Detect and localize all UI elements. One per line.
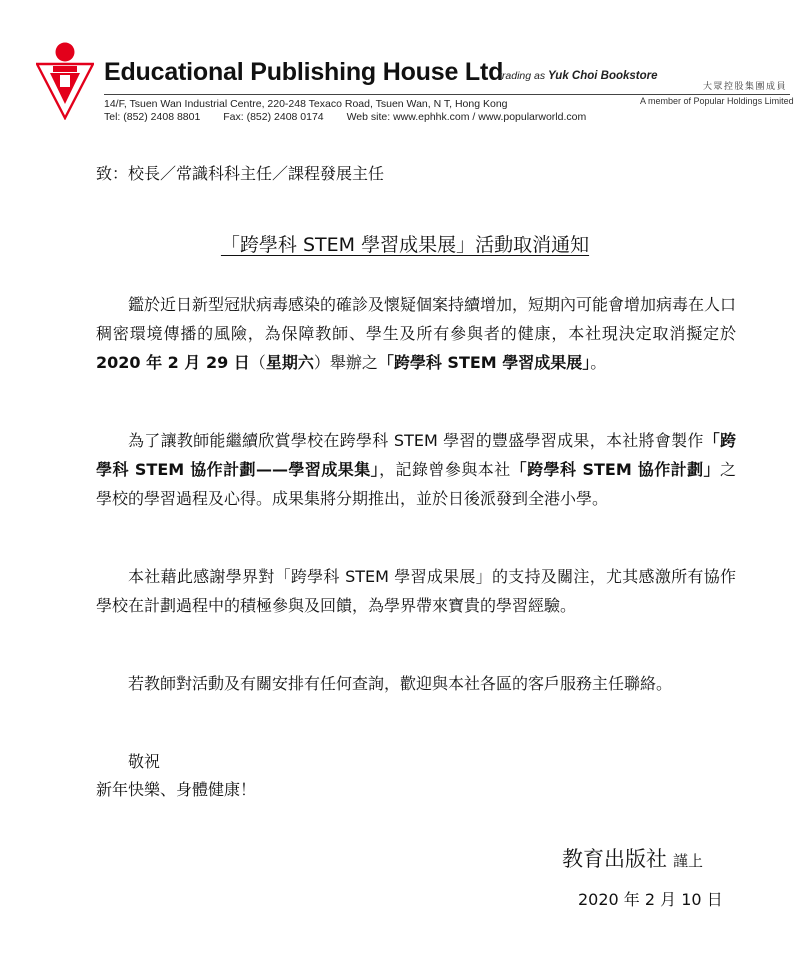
p1-text-c: ）舉辦之 [313, 353, 378, 372]
p1-cancelled-date: 2020 年 2 月 29 日 [96, 353, 250, 372]
paragraph-3 [96, 562, 736, 620]
paragraph-1 [96, 290, 736, 377]
trading-prefix: trading as [499, 70, 546, 82]
contact-line [104, 111, 606, 123]
p3-text: 本社藉此感謝學界對「跨學科 STEM 學習成果展」的支持及關注，尤其感激所有協作學校在計劃過程中的積極參與及回饋，為學界帶來寶貴的學習經驗。 [96, 567, 736, 615]
group-name: 大眾控股集團成員 [703, 82, 788, 92]
closing-salutation: 敬祝 [128, 752, 161, 771]
company-logo-icon [36, 42, 94, 120]
p2-collection-name: 「跨學科 STEM 協作計劃——學習成果集」 [96, 431, 736, 479]
fax-number: Fax: (852) 2408 0174 [223, 111, 324, 123]
notice-title-text: 「跨學科 STEM 學習成果展」活動取消通知 [220, 234, 590, 256]
signature [562, 843, 703, 873]
company-name: Educational Publishing House Ltd [104, 58, 504, 86]
p1-text-b: （ [249, 353, 266, 372]
tel-number: Tel: (852) 2408 8801 [104, 111, 201, 123]
p2-text-c: 之學校的學習過程及心得。成果集將分期推出，並於日後派發到全港小學。 [96, 460, 736, 508]
company-address: 14/F, Tsuen Wan Industrial Centre, 220-248 Texaco Road, Tsuen Wan, N T, Hong Kong [104, 98, 508, 110]
trading-as [499, 70, 658, 82]
p1-text-a: 鑑於近日新型冠狀病毒感染的確診及懷疑個案持續增加，短期內可能會增加病毒在人口稠密環境傳播的風險，為保障教師、學生及所有參與者的健康，本社現決定取消擬定於 [96, 295, 737, 343]
letter-date: 2020 年 2 月 10 日 [578, 890, 723, 909]
trading-name: Yuk Choi Bookstore [548, 70, 658, 82]
p2-project-name: 「跨學科 STEM 協作計劃」 [510, 460, 720, 479]
p1-text-d: 。 [590, 353, 607, 372]
closing-wishes: 新年快樂、身體健康！ [96, 780, 257, 799]
p2-text-b: ，記錄曾參與本社 [379, 460, 511, 479]
website-link[interactable]: Web site: www.ephhk.com / www.popularworld.com [346, 111, 587, 123]
p2-text-a: 為了讓教師能繼續欣賞學校在跨學科 STEM 學習的豐盛學習成果，本社將會製作 [128, 431, 704, 450]
member-text: A member of Popular Holdings Limited [640, 96, 794, 106]
paragraph-4 [96, 669, 736, 698]
signature-suffix: 謹上 [673, 852, 704, 870]
p4-text: 若教師對活動及有關安排有任何查詢，歡迎與本社各區的客戶服務主任聯絡。 [128, 674, 673, 693]
header-divider [104, 94, 790, 95]
p1-event-name: 「跨學科 STEM 學習成果展」 [377, 353, 591, 372]
notice-title [0, 230, 810, 257]
paragraph-2 [96, 426, 736, 513]
signature-org: 教育出版社 [562, 847, 667, 871]
recipient-line: 致：校長／常識科科主任／課程發展主任 [96, 164, 385, 183]
p1-weekday: 星期六 [265, 353, 314, 372]
